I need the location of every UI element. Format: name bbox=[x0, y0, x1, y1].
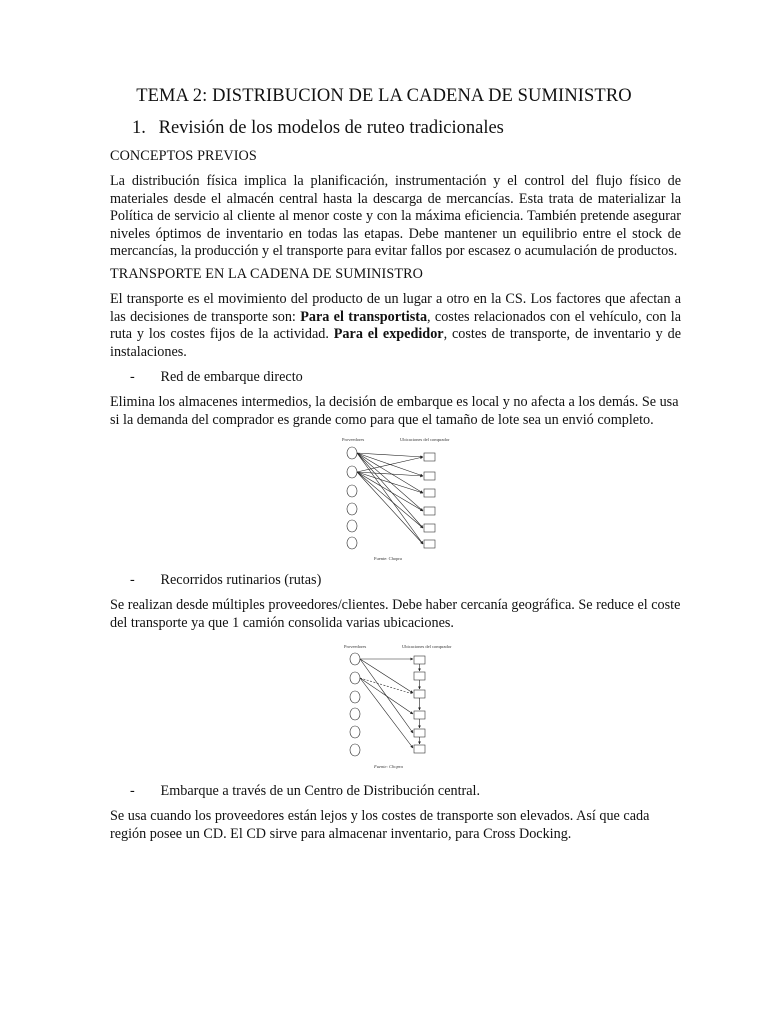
heading-transporte: TRANSPORTE EN LA CADENA DE SUMINISTRO bbox=[110, 266, 424, 282]
buyer-node bbox=[424, 489, 435, 497]
paragraph-cd: Se usa cuando los proveedores están lejos y los costes de transporte son elevados. Así que cada región posee un CD. El CD sirve para almacenar inventario, para Cross Docking. bbox=[110, 808, 650, 842]
bullet-label: Red de embarque directo bbox=[160, 369, 303, 385]
supplier-node bbox=[347, 447, 357, 459]
paragraph-conceptos: La distribución física implica la planificación, instrumentación y el control del flujo físico de materiales desde el almacén central hasta la descarga de mercancías. Esta trata de materializar la Política de servicio al cliente al menor coste y con la máxima eficiencia. También pretende asegurar niveles óptimos de inventario en todas las etapas. Debe mantener un equilibrio entre el stock de mercancías, la producción y el transporte para evitar fallos por escasez o acumulación de productos. bbox=[110, 173, 681, 259]
buyer-node bbox=[414, 711, 425, 719]
buyer-node bbox=[414, 729, 425, 737]
section-heading bbox=[132, 118, 504, 139]
supplier-node bbox=[347, 466, 357, 478]
bullet-label: Embarque a través de un Centro de Distribución central. bbox=[160, 783, 481, 799]
supplier-node bbox=[347, 485, 357, 497]
figure1-left-label: Proveedores bbox=[342, 437, 365, 442]
buyer-node bbox=[424, 524, 435, 532]
figure2-right-label: Ubicaciones del comprador bbox=[402, 644, 452, 649]
buyer-node bbox=[424, 472, 435, 480]
buyer-node bbox=[414, 745, 425, 753]
figure-direct-shipment bbox=[338, 434, 458, 564]
transporte-bold-transportista: Para el transportista bbox=[300, 308, 428, 325]
heading-conceptos: CONCEPTOS PREVIOS bbox=[110, 148, 257, 164]
bullet-centro-distribucion bbox=[130, 783, 480, 800]
bullet-label: Recorridos rutinarios (rutas) bbox=[160, 572, 322, 588]
bullet-dash: - bbox=[130, 572, 135, 588]
supplier-node bbox=[350, 672, 360, 684]
figure2-caption: Fuente: Chopra bbox=[374, 764, 403, 769]
transporte-bold-expedidor: Para el expedidor bbox=[333, 326, 444, 342]
supplier-node bbox=[347, 520, 357, 532]
supplier-node bbox=[347, 503, 357, 515]
figure1-right-label: Ubicaciones del comprador bbox=[400, 437, 450, 442]
transporte-text-3: , costes de transporte, de inventario y de instalaciones. bbox=[110, 326, 681, 360]
section-title: Revisión de los modelos de ruteo tradicionales bbox=[158, 118, 504, 138]
figure1-caption: Fuente: Chopra bbox=[374, 556, 402, 561]
document-title: TEMA 2: DISTRIBUCION DE LA CADENA DE SUMINISTRO bbox=[136, 86, 632, 106]
buyer-node bbox=[424, 453, 435, 461]
shipment-arrows bbox=[357, 453, 423, 544]
supplier-node bbox=[350, 726, 360, 738]
buyer-node bbox=[414, 690, 425, 698]
figure-milk-run bbox=[338, 640, 458, 772]
paragraph-directo: Elimina los almacenes intermedios, la decisión de embarque es local y no afecta a los demás. Se usa si la demanda del comprador es grande como para que el tamaño de lote sea un envió completo. bbox=[110, 394, 679, 428]
paragraph-rutas: Se realizan desde múltiples proveedores/clientes. Debe haber cercanía geográfica. Se reduce el coste del transporte ya que 1 camión consolida varias ubicaciones. bbox=[110, 597, 681, 631]
supplier-node bbox=[350, 744, 360, 756]
buyer-node bbox=[414, 672, 425, 680]
supplier-node bbox=[350, 708, 360, 720]
bullet-dash: - bbox=[130, 783, 135, 799]
buyer-node bbox=[424, 507, 435, 515]
supplier-node bbox=[347, 537, 357, 549]
figure2-left-label: Proveedores bbox=[344, 644, 367, 649]
bullet-recorridos bbox=[130, 572, 321, 589]
bullet-embarque-directo bbox=[130, 369, 303, 386]
bullet-dash: - bbox=[130, 369, 135, 385]
transporte-text-1: El transporte es el movimiento del producto de un lugar a otro en la CS. Los factores que afectan a las decisiones de transporte son: bbox=[110, 291, 681, 325]
section-number: 1. bbox=[132, 118, 146, 138]
route-arrows bbox=[360, 659, 420, 748]
buyer-node bbox=[424, 540, 435, 548]
paragraph-transporte bbox=[110, 291, 681, 361]
transporte-text-2: , costes relacionados con el vehículo, con la ruta y los costes fijos de la actividad. bbox=[110, 308, 681, 342]
buyer-node bbox=[414, 656, 425, 664]
supplier-node bbox=[350, 691, 360, 703]
supplier-node bbox=[350, 653, 360, 665]
